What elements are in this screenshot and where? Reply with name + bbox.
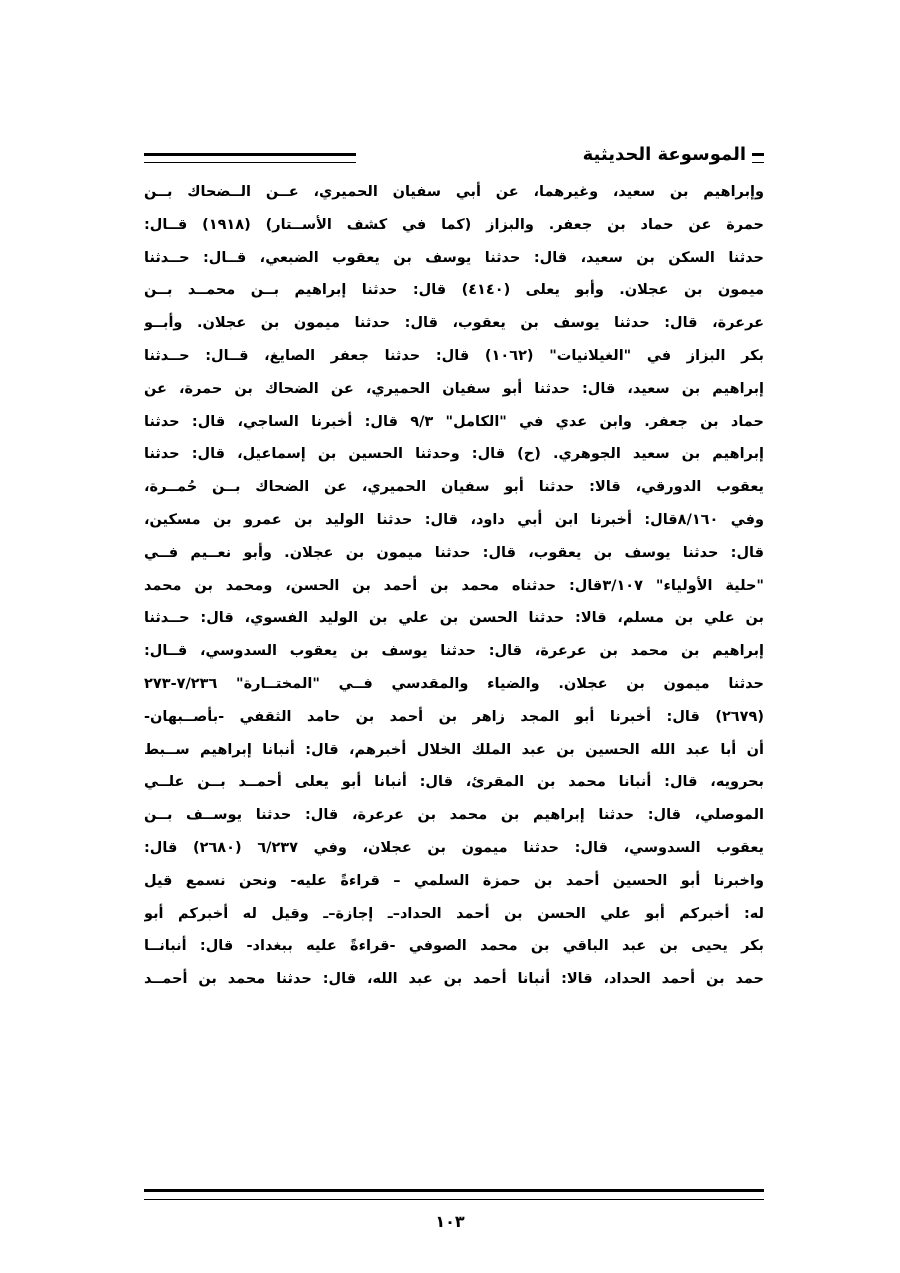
text-line: إبراهيم بن محمد بن عرعرة، قال: حدثنا يوسف بن يعقوب السدوسي، قــال: <box>144 643 764 660</box>
header-rule <box>144 153 356 163</box>
text-line: (٢٦٧٩) قال: أخبرنا أبو المجد زاهر بن أحمد بن حامد الثقفي -بأصــبهان- <box>144 708 764 725</box>
running-header <box>144 141 764 175</box>
text-line: بكر يحيى بن عبد الباقي بن محمد الصوفي -قراءةً عليه ببغداد- قال: أنبانــا <box>144 938 764 955</box>
text-line: يعقوب الدورقي، قالا: حدثنا أبو سفيان الحميري، عن الضحاك بــن حُمــرة، <box>144 479 764 496</box>
header-title: الموسوعة الحديثية <box>582 144 746 165</box>
text-line: ميمون بن عجلان. وأبو يعلى (٤١٤٠) قال: حدثنا إبراهيم بــن محمــد بــن <box>144 282 764 299</box>
text-line: حمد بن أحمد الحداد، قالا: أنبانا أحمد بن عبد الله، قال: حدثنا محمد بن أحمــد <box>144 971 764 988</box>
text-line: "حلية الأولياء" ٣/١٠٧قال: حدثناه محمد بن أحمد بن الحسن، ومحمد بن محمد <box>144 577 764 594</box>
header-rule-end <box>752 153 764 163</box>
page-number: ١٠٣ <box>435 1212 465 1231</box>
text-line: حدثنا السكن بن سعيد، قال: حدثنا يوسف بن يعقوب الضبعي، قــال: حــدثنا <box>144 249 764 266</box>
footer-rule <box>144 1189 764 1200</box>
text-line: يعقوب السدوسي، قال: حدثنا ميمون بن عجلان، وفي ٦/٢٣٧ (٢٦٨٠) قال: <box>144 839 764 856</box>
text-line: له: أخبركم أبو علي الحسن بن أحمد الحداد–ـ إجازة–ـ وقيل له أخبركم أبو <box>144 905 764 922</box>
text-line: بحرويه، قال: أنبانا محمد بن المقرئ، قال: أنبانا أبو يعلى أحمــد بــن علــي <box>144 774 764 791</box>
text-line: حماد بن جعفر. وابن عدي في "الكامل" ٩/٣ قال: أخبرنا الساجي، قال: حدثنا <box>144 413 764 430</box>
text-line: أن أبا عبد الله الحسين بن عبد الملك الخلال أخبرهم، قال: أنبانا إبراهيم ســبط <box>144 741 764 758</box>
text-line: بكر البزاز في "الغيلانيات" (١٠٦٢) قال: حدثنا جعفر الصايغ، قــال: حــدثنا <box>144 347 764 364</box>
text-line: إبراهيم بن سعيد، قال: حدثنا أبو سفيان الحميري، عن الضحاك بن حمرة، عن <box>144 380 764 397</box>
body-text <box>144 176 764 996</box>
text-line: إبراهيم بن سعيد الجوهري. (ح) قال: وحدثنا الحسين بن إسماعيل، قال: حدثنا <box>144 446 764 463</box>
text-line: وإبراهيم بن سعيد، وغيرهما، عن أبي سفيان الحميري، عــن الــضحاك بــن <box>144 184 764 200</box>
text-line: وفي ٨/١٦٠قال: أخبرنا ابن أبي داود، قال: حدثنا الوليد بن عمرو بن مسكين، <box>144 511 764 528</box>
text-line: بن علي بن مسلم، قالا: حدثنا الحسن بن علي بن الوليد الفسوي، قال: حــدثنا <box>144 610 764 627</box>
text-line: حدثنا ميمون بن عجلان. والضياء والمقدسي فــي "المختــارة" ٧/٢٣٦-٢٧٣ <box>144 675 764 692</box>
text-line: حمرة عن حماد بن جعفر. والبزاز (كما في كشف الأســتار) (١٩١٨) قــال: <box>144 216 764 233</box>
text-line: عرعرة، قال: حدثنا يوسف بن يعقوب، قال: حدثنا ميمون بن عجلان. وأبــو <box>144 315 764 332</box>
text-line: قال: حدثنا يوسف بن يعقوب، قال: حدثنا ميمون بن عجلان. وأبو نعــيم فــي <box>144 544 764 561</box>
text-line: الموصلي، قال: حدثنا إبراهيم بن محمد بن عرعرة، قال: حدثنا يوســف بــن <box>144 807 764 824</box>
text-line: واخبرنا أبو الحسين أحمد بن حمزة السلمي – قراءةً عليه- ونحن نسمع قيل <box>144 872 764 889</box>
